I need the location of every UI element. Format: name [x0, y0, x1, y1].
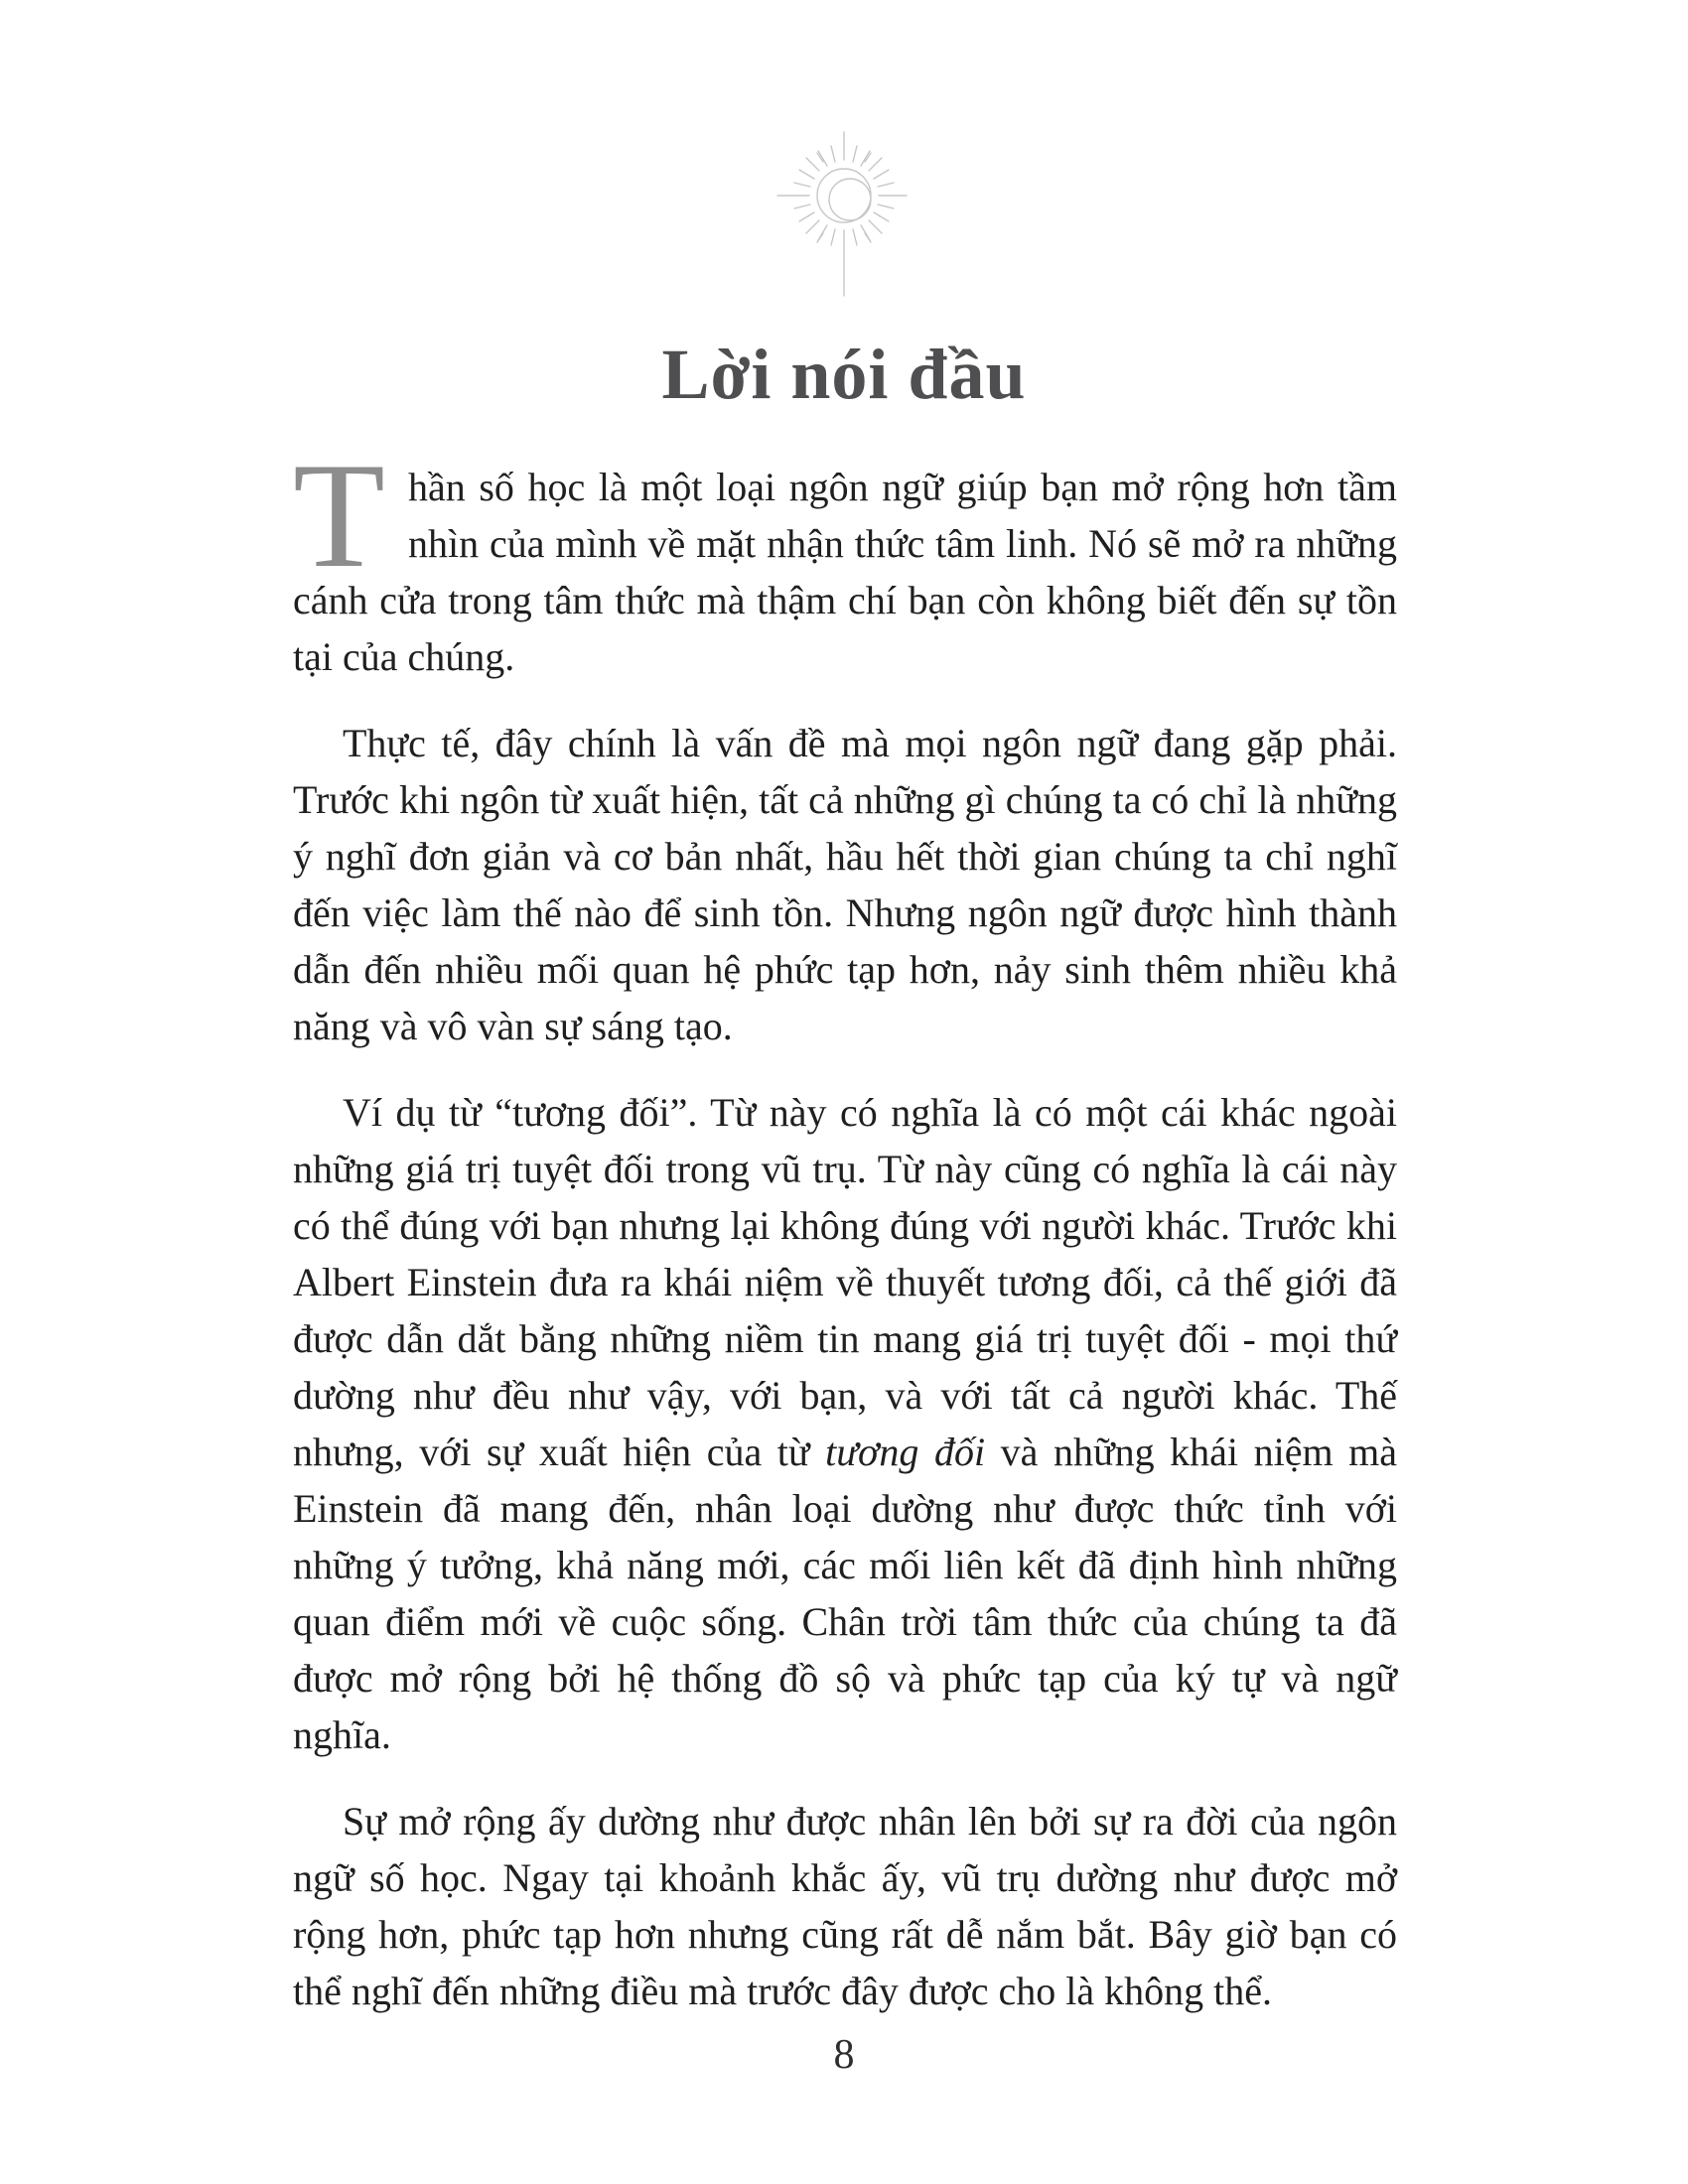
paragraph-4: Sự mở rộng ấy dường như được nhân lên bởi sự ra đời của ngôn ngữ số học. Ngay tại khoảnh khắc ấy, vũ trụ dường như được mở rộng hơn, phức tạp hơn nhưng cũng rất dễ nắm bắt. Bây giờ bạn có thể nghĩ đến những điều mà trước đây được cho là không thể.	[293, 1799, 1397, 2013]
sun-icon	[733, 119, 955, 312]
preface-text	[293, 432, 1398, 2049]
paragraph-1	[293, 432, 1397, 685]
italic-phrase: tương đối	[825, 1430, 986, 1474]
paragraph-1-text: hần số học là một loại ngôn ngữ giúp bạn mở rộng hơn tầm nhìn của mình về mặt nhận thức tâm linh. Nó sẽ mở ra những cánh cửa trong tâm thức mà thậm chí bạn còn không biết đến sự tồn tại của chúng.	[293, 465, 1397, 679]
paragraph-3-after: và những khái niệm mà Einstein đã mang đến, nhân loại dường như được thức tỉnh với những ý tưởng, khả năng mới, các mối liên kết đã định hình những quan điểm mới về cuộc sống. Chân trời tâm thức của chúng ta đã được mở rộng bởi hệ thống đồ sộ và phức tạp của ký tự và ngữ nghĩa.	[293, 1430, 1398, 1757]
page-title: Lời nói đầu	[661, 335, 1027, 415]
paragraph-2: Thực tế, đây chính là vấn đề mà mọi ngôn ngữ đang gặp phải. Trước khi ngôn từ xuất hiện, tất cả những gì chúng ta có chỉ là những ý nghĩ đơn giản và cơ bản nhất, hầu hết thời gian chúng ta chỉ nghĩ đến việc làm thế nào để sinh tồn. Nhưng ngôn ngữ được hình thành dẫn đến nhiều mối quan hệ phức tạp hơn, nảy sinh thêm nhiều khả năng và vô vàn sự sáng tạo.	[293, 721, 1397, 1048]
paragraph-3	[293, 1084, 1397, 1763]
dropcap-letter: T	[293, 432, 385, 599]
page-number: 8	[833, 2032, 855, 2078]
paragraph-3-before: Ví dụ từ “tương đối”. Từ này có nghĩa là có một cái khác ngoài những giá trị tuyệt đối trong vũ trụ. Từ này cũng có nghĩa là cái này có thể đúng với bạn nhưng lại không đúng với người khác. Trước khi Albert Einstein đưa ra khái niệm về thuyết tương đối, cả thế giới đã được dẫn dắt bằng những niềm tin mang giá trị tuyệt đối - mọi thứ dường như đều như vậy, với bạn, và với tất cả người khác. Thế nhưng, với sự xuất hiện của từ	[293, 1090, 1397, 1474]
